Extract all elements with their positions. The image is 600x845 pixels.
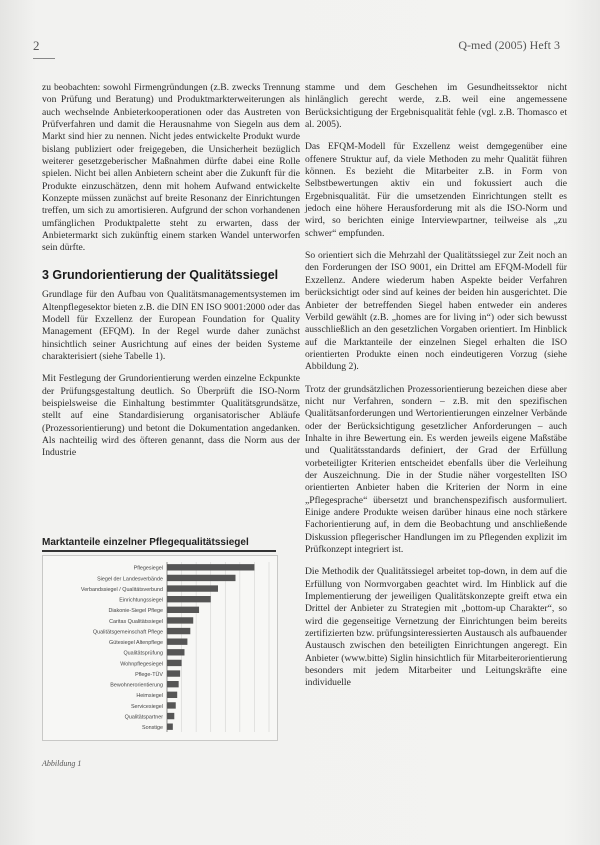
category-label: Verbandssiegel / Qualitätsverbund <box>80 586 163 593</box>
bar <box>167 596 211 602</box>
right-paragraph-4: Trotz der grundsätzlichen Prozessorientierung bezeichen diese aber nicht nur Verfahren, sondern – z.B. mit den spezifischen Qualitätsanforderungen und Wertorientierungen einzelner Verbände oder der Berücksichtigung gesetzlicher Anforderungen – auch Inhalte in ihre Bewertung ein. Es werden jeweils eigene Maßstäbe und Qualitätsstandards definiert, der Grad der Erfüllung vorbeteiligter Kriterien entscheidet ebenfalls über die Verleihung der Auszeichnung. Die in der Studie näher vorgestellten ISO orientierten Anbieter haben die Kriterien der Norm in eine „Pflegesprache“ übersetzt und branchenspezifisch ausformuliert. Einige andere Produkte weisen darüber hinaus eine noch stärkere Fachorientierung auf, in dem die Beobachtung und anschließende Diskussion pflegerischer Handlungen im zu Pflegenden explizit im Prüfkonzept integriert ist. <box>305 383 567 556</box>
category-label: Diakonie-Siegel Pflege <box>108 608 163 615</box>
bar <box>167 670 180 676</box>
right-paragraph-2: Das EFQM-Modell für Exzellenz weist demgegenüber eine offenere Struktur auf, da viele Methoden zu mehr Qualität führen können. Es bezieht die Mitarbeiter z.B. in Form von Selbstbewertungen aktiv ein und fokussiert auch die Ergebnisqualität. Für die umsetzenden Einrichtungen stellt es jedoch eine höhere Herausforderung mit als die ISO-Norm und wird, so berichten einige Interviewpartner, teilweise als „zu schwer“ empfunden. <box>305 141 567 239</box>
right-paragraph-3: So orientiert sich die Mehrzahl der Qualitätssiegel zur Zeit noch an den Forderungen der ISO 9001, ein Drittel am EFQM-Modell für Exzellenz. Andere wiederum haben Aspekte beider Verfahren berücksichtigt oder sind auf keines der beiden hin ausgerichtet. Die Anbieter der betreffenden Siegel haben entweder ein anderes Verbild gewählt (z.B. „homes are for living in“) oder sich bewusst ausschließlich an den gesetzlichen Vorgaben orientiert. Im Hinblick auf die Marktanteile der einzelnen Siegel erhalten die ISO orientierten Produkte einen noch eindeutigeren Vorzug (siehe Abbildung 2). <box>305 250 567 373</box>
category-label: Pflege-TÜV <box>135 671 163 678</box>
bar <box>167 681 179 687</box>
bar <box>167 660 182 666</box>
left-paragraph-2: Grundlage für den Aufbau von Qualitätsmanagementsystemen im Altenpflegesektor bieten z.B. die DIN EN ISO 9001:2000 oder das Modell für Exzellenz der European Foundation for Quality Management (EFQM). In der Regel wurde daher zunächst hinsichtlich seiner Ausrichtung auf eines der beiden Systeme charakterisiert (siehe Tabelle 1). <box>42 289 300 362</box>
bar <box>167 713 174 719</box>
category-label: Caritas Qualitätssiegel <box>109 618 163 625</box>
right-column <box>305 82 567 700</box>
page-number-rule <box>33 58 55 59</box>
left-paragraph-3: Mit Festlegung der Grundorientierung werden einzelne Eckpunkte der Prüfungsgestaltung deutlich. So Überprüft die ISO-Norm beispielsweise die Einhaltung bestimmter Qualitätsgrundsätze, stellt auf eine Standardisierung organisatorischer Abläufe (Prozessorientierung) und betont die Dokumentation angedanken. Als nachteilig wird des öfteren genannt, dass die Norm aus der Industrie <box>42 373 300 459</box>
category-label: Einrichtungssiegel <box>119 597 163 604</box>
category-label: Qualitätsgemeinschaft Pflege <box>92 629 163 636</box>
category-label: Wohnpflegesiegel <box>120 661 163 668</box>
bar <box>167 564 254 570</box>
bar <box>167 724 173 730</box>
category-label: Pflegesiegel <box>133 565 163 572</box>
category-label: Bewohnerorientierung <box>110 682 163 689</box>
bar <box>167 639 187 645</box>
page-number: 2 <box>33 38 40 53</box>
bar <box>167 692 177 698</box>
category-label: Siegel der Landesverbände <box>97 576 163 583</box>
bar <box>167 607 199 613</box>
left-column <box>42 82 300 470</box>
figure-caption: Abbildung 1 <box>42 759 82 768</box>
figure <box>42 537 276 768</box>
chart-area <box>42 555 278 741</box>
figure-title: Marktanteile einzelner Pflegequalitätssiegel <box>42 537 276 552</box>
bar <box>167 628 190 634</box>
section-heading: 3 Grundorientierung der Qualitätssiegel <box>42 267 279 282</box>
category-label: Qualitätsprüfung <box>123 650 163 657</box>
bar <box>167 649 184 655</box>
bar-chart <box>43 556 277 740</box>
category-label: Heimsiegel <box>136 693 163 700</box>
category-label: Servicesiegel <box>130 703 163 710</box>
bar <box>167 617 193 623</box>
category-label: Qualitätspartner <box>124 714 163 721</box>
right-paragraph-5: Die Methodik der Qualitätssiegel arbeitet top-down, in dem auf die Erfüllung von Normvorgaben geachtet wird. Im Hinblick auf die Implementierung der jeweiligen Qualitätskonzepte greift etwa ein Drittel der Anbieter zu Strategien mit „bottom-up Charakter“, so wird die gegenseitige Vernetzung der Einrichtungen beim bereits zertifizierten bzw. prüfungsinteressierten Austausch als aufbauender Austausch zwischen den beteiligten Einrichtungen angeregt. Ein Anbieter (www.bitte) Siglin hinsichtlich für Mitarbeiterorientierung besonders mit jedem Mitarbeiter und Leitungskräfte eine individuelle <box>305 566 567 689</box>
bar <box>167 575 235 581</box>
left-paragraph-1: zu beobachten: sowohl Firmengründungen (z.B. zwecks Trennung von Prüfung und Beratung) und Produktmarkterweiterungen als auch wechselnde Anbieterkooperationen oder das Austreten von Prüfverfahren und damit die Herausnahme von Siegeln aus dem Markt sind hier zu nennen. Nicht jedes entwickelte Produkt wurde bislang publiziert oder freigegeben, die Unsicherheit bezüglich weiterer gesetzgeberischer Maßnahmen dürfte dabei eine Rolle spielen. Nicht bei allen Anbietern scheint aber die Zukunft für die Produkte einzuschätzen, denn mit hohem Aufwand entwickelte Konzepte müssen zunächst auf breite Resonanz der Einrichtungen treffen, um sich zu amortisieren. Aufgrund der schon vorhandenen umfänglichen Produktpalette steht zu erwarten, dass der Anbietermarkt sich zukünftig einem starken Wandel unterworfen sein dürfte. <box>42 82 300 254</box>
category-label: Sonstige <box>142 725 163 732</box>
right-paragraph-1: stamme und dem Geschehen im Gesundheitssektor nicht hinlänglich gerecht werde, z.B. weil eine angemessene Berücksichtigung der Ergebnisqualität fehle (vgl. z.B. Thomasco et al. 2005). <box>305 82 567 131</box>
running-head: Q-med (2005) Heft 3 <box>458 38 560 52</box>
bar <box>167 585 218 591</box>
bar <box>167 702 176 708</box>
category-label: Gütesiegel Altenpflege <box>109 640 163 647</box>
